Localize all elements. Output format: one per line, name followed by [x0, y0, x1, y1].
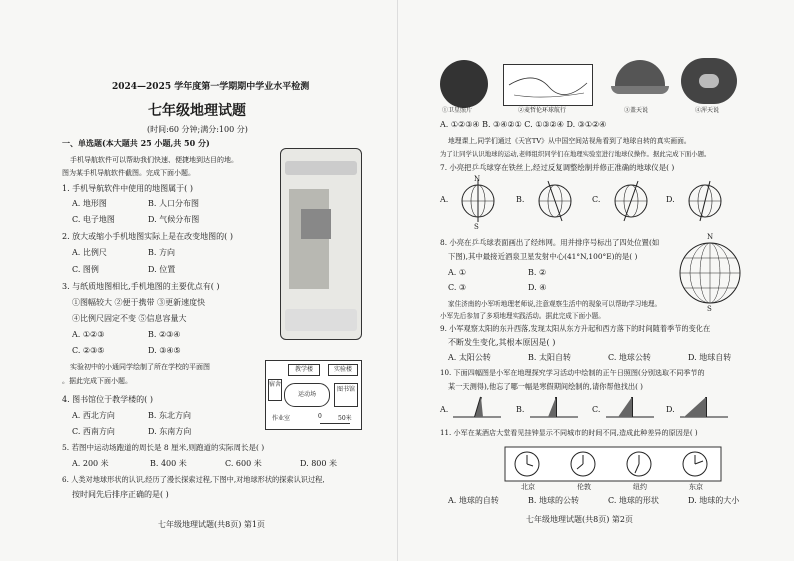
flat-earth: [611, 86, 669, 94]
question-9: 9. 小军观察太阳的东升西落,发现太阳从东方升起和西方落下的时间随着季节的变化在: [440, 324, 711, 333]
choice-list: ①图幅较大 ②便于携带 ③更新速度快: [72, 298, 206, 307]
section-title: 一、单选题(本大题共 25 小题,共 50 分): [62, 138, 210, 148]
option[interactable]: B. ②: [528, 268, 547, 277]
question-3: 3. 与纸质地图相比,手机地图的主要优点有( ): [62, 282, 220, 291]
option[interactable]: B. ②③④: [148, 330, 181, 339]
option[interactable]: B. 人口分布图: [148, 199, 199, 208]
picture-caption: ④浑天说: [695, 107, 720, 114]
canopy-theory-picture: [611, 60, 669, 104]
option-label[interactable]: A.: [440, 195, 449, 204]
shadow-option-c[interactable]: [606, 395, 656, 419]
question-10-cont: 某一天测得),他忘了哪一幅是寒假期间绘制的,请你帮他找出( ): [448, 382, 643, 391]
globe-option-a[interactable]: [453, 178, 503, 224]
option[interactable]: B. 400 米: [150, 459, 187, 468]
nav-panel: [285, 309, 357, 331]
city-label: 北京: [521, 483, 535, 491]
shadow-option-d[interactable]: [680, 395, 730, 419]
picture-caption: ③盖天说: [624, 107, 649, 114]
page-right: [397, 0, 794, 561]
option[interactable]: B. 东北方向: [148, 411, 191, 420]
option-label[interactable]: B.: [516, 405, 525, 414]
plan-dorm: 宿舍: [268, 379, 282, 401]
intro-text: 为了让同学认识地球的运动,老师组织同学们在地理实验室进行地球仪操作。据此完成下面小题。: [440, 150, 711, 158]
option[interactable]: A. 比例尺: [72, 248, 107, 257]
option[interactable]: D. 位置: [148, 265, 176, 274]
clock-row: [505, 447, 725, 483]
plan-teaching-building: 教学楼: [288, 364, 320, 376]
option[interactable]: C. ③: [448, 283, 467, 292]
north-label: N: [474, 175, 481, 183]
satellite-photo: [440, 60, 488, 108]
question-10: 10. 下面四幅图是小军在地理探究学习活动中绘制的正午日照图(分别选取不同季节的: [440, 368, 705, 377]
option[interactable]: C. 地球公转: [608, 353, 651, 362]
question-8: 8. 小亮在乒乓球表面画出了经纬网。用并排序号标出了四处位置(如: [440, 238, 660, 247]
question-6: 6. 人类对地球形状的认识,经历了漫长探索过程,下图中,对地球形状的探索认识过程,: [62, 475, 325, 484]
plan-scale-end: 50米: [338, 415, 352, 422]
magellan-route-map: [503, 64, 593, 106]
option-label[interactable]: B.: [516, 195, 525, 204]
exam-header: 2024—2025 学年度第一学期期中学业水平检测: [112, 82, 310, 92]
option[interactable]: D. 东南方向: [148, 427, 192, 436]
option[interactable]: D. ③④⑤: [148, 346, 181, 355]
globe-option-c[interactable]: [606, 178, 656, 224]
option-label[interactable]: C.: [592, 405, 601, 414]
armillary-theory-picture: [681, 58, 737, 104]
plan-library: 图书馆: [334, 383, 358, 407]
globe-option-d[interactable]: [680, 178, 730, 224]
option[interactable]: B. 太阳自转: [528, 353, 571, 362]
question-7: 7. 小亮把乒乓球穿在铁丝上,经过反复调整绘制并修正准确的地球仪是( ): [440, 163, 675, 172]
intro-text: 手机导航软件可以帮助我们快速、便捷地到达目的地。: [70, 156, 238, 164]
map-building: [301, 209, 331, 239]
option-label[interactable]: C.: [592, 195, 601, 204]
option[interactable]: C. 600 米: [225, 459, 262, 468]
option-label[interactable]: D.: [666, 195, 675, 204]
option[interactable]: A. 200 米: [72, 459, 109, 468]
south-label: S: [474, 223, 479, 231]
choice-list: ④比例尺固定不变 ⑤信息容量大: [72, 314, 187, 323]
page-footer: 七年级地理试题(共8页) 第2页: [526, 515, 633, 524]
map-area: [289, 189, 329, 289]
q6-options[interactable]: A. ①②③④ B. ③④②① C. ①③②④ D. ③①②④: [440, 120, 607, 129]
option-label[interactable]: A.: [440, 405, 449, 414]
exam-subtitle: (时间:60 分钟;满分:100 分): [147, 125, 248, 134]
north-label: N: [707, 233, 714, 241]
intro-text: 。据此完成下面小题。: [62, 377, 132, 385]
earth-center: [699, 74, 719, 88]
option[interactable]: A. 西北方向: [72, 411, 115, 420]
route-lines: [504, 65, 592, 105]
option[interactable]: C. 图例: [72, 265, 99, 274]
intro-text: 小军先后参加了多项地理实践活动。据此完成下面小题。: [440, 312, 605, 320]
option-label[interactable]: D.: [666, 405, 675, 414]
shadow-option-a[interactable]: [453, 395, 503, 419]
option[interactable]: D. ④: [528, 283, 547, 292]
plan-scale-zero: 0: [318, 413, 322, 420]
school-plan-figure: [265, 360, 362, 430]
option[interactable]: C. 电子地图: [72, 215, 115, 224]
city-label: 伦敦: [577, 483, 591, 491]
question-2: 2. 放大或缩小手机地图实际上是在改变地图的( ): [62, 232, 233, 241]
option[interactable]: D. 地球的大小: [688, 496, 740, 505]
plan-scale-bar: [320, 423, 350, 424]
city-label: 东京: [689, 483, 703, 491]
option[interactable]: C. ②③⑤: [72, 346, 105, 355]
globe-option-b[interactable]: [530, 178, 580, 224]
option[interactable]: A. 地形图: [72, 199, 107, 208]
option[interactable]: A. 地球的自转: [448, 496, 499, 505]
plan-lab-building: 实验楼: [328, 364, 358, 376]
question-9-cont: 不断发生变化,其根本原因是( ): [448, 338, 556, 347]
phone-map-figure: [280, 148, 362, 340]
picture-caption: ②麦哲伦环球航行: [518, 107, 567, 114]
picture-caption: ①卫星照片: [442, 107, 473, 114]
question-11: 11. 小军在某酒店大堂看见挂钟显示不同城市的时间不同,造成此种差异的原因是( ): [440, 428, 698, 437]
option[interactable]: B. 方向: [148, 248, 175, 257]
sky-dome: [615, 60, 665, 86]
intro-text: 图为某手机导航软件截图。完成下面小题。: [62, 169, 195, 177]
option[interactable]: D. 气候分布图: [148, 215, 200, 224]
option[interactable]: A. 太阳公转: [448, 353, 491, 362]
graticule-globe: [670, 238, 750, 308]
question-5: 5. 若图中运动场跑道的周长是 8 厘米,则跑道的实际周长是( ): [62, 443, 265, 452]
option[interactable]: C. 地球的形状: [608, 496, 659, 505]
option[interactable]: A. ①: [448, 268, 467, 277]
option[interactable]: B. 地球的公转: [528, 496, 579, 505]
option[interactable]: D. 地球自转: [688, 353, 732, 362]
question-8-cont: 下图),其中最接近酒泉卫星发射中心(41°N,100°E)的是( ): [448, 252, 638, 261]
page-footer: 七年级地理试题(共8页) 第1页: [158, 520, 265, 529]
question-1: 1. 手机导航软件中使用的地图属于( ): [62, 184, 193, 193]
intro-text: 实验初中的小通同学绘制了所在学校的平面图: [70, 363, 210, 371]
question-4: 4. 图书馆位于教学楼的( ): [62, 395, 153, 404]
south-label: S: [707, 305, 712, 313]
plan-canteen: 作业室: [272, 415, 291, 422]
exam-title: 七年级地理试题: [148, 103, 246, 119]
intro-text: 地理课上,同学们通过《天宫TV》从中国空间站视角看到了地球自转的真实画面。: [448, 137, 691, 145]
city-label: 纽约: [633, 483, 647, 491]
option[interactable]: A. ①②③: [72, 330, 105, 339]
question-6-cont: 按时间先后排序正确的是( ): [72, 490, 169, 499]
option[interactable]: D. 800 米: [300, 459, 338, 468]
shadow-option-b[interactable]: [530, 395, 580, 419]
intro-text: 家住济南的小军听地理老师说,注意观察生活中的现象可以帮助学习地理。: [448, 300, 662, 308]
option[interactable]: C. 西南方向: [72, 427, 115, 436]
plan-track: 运动场: [284, 383, 330, 407]
search-bar: [285, 161, 357, 175]
